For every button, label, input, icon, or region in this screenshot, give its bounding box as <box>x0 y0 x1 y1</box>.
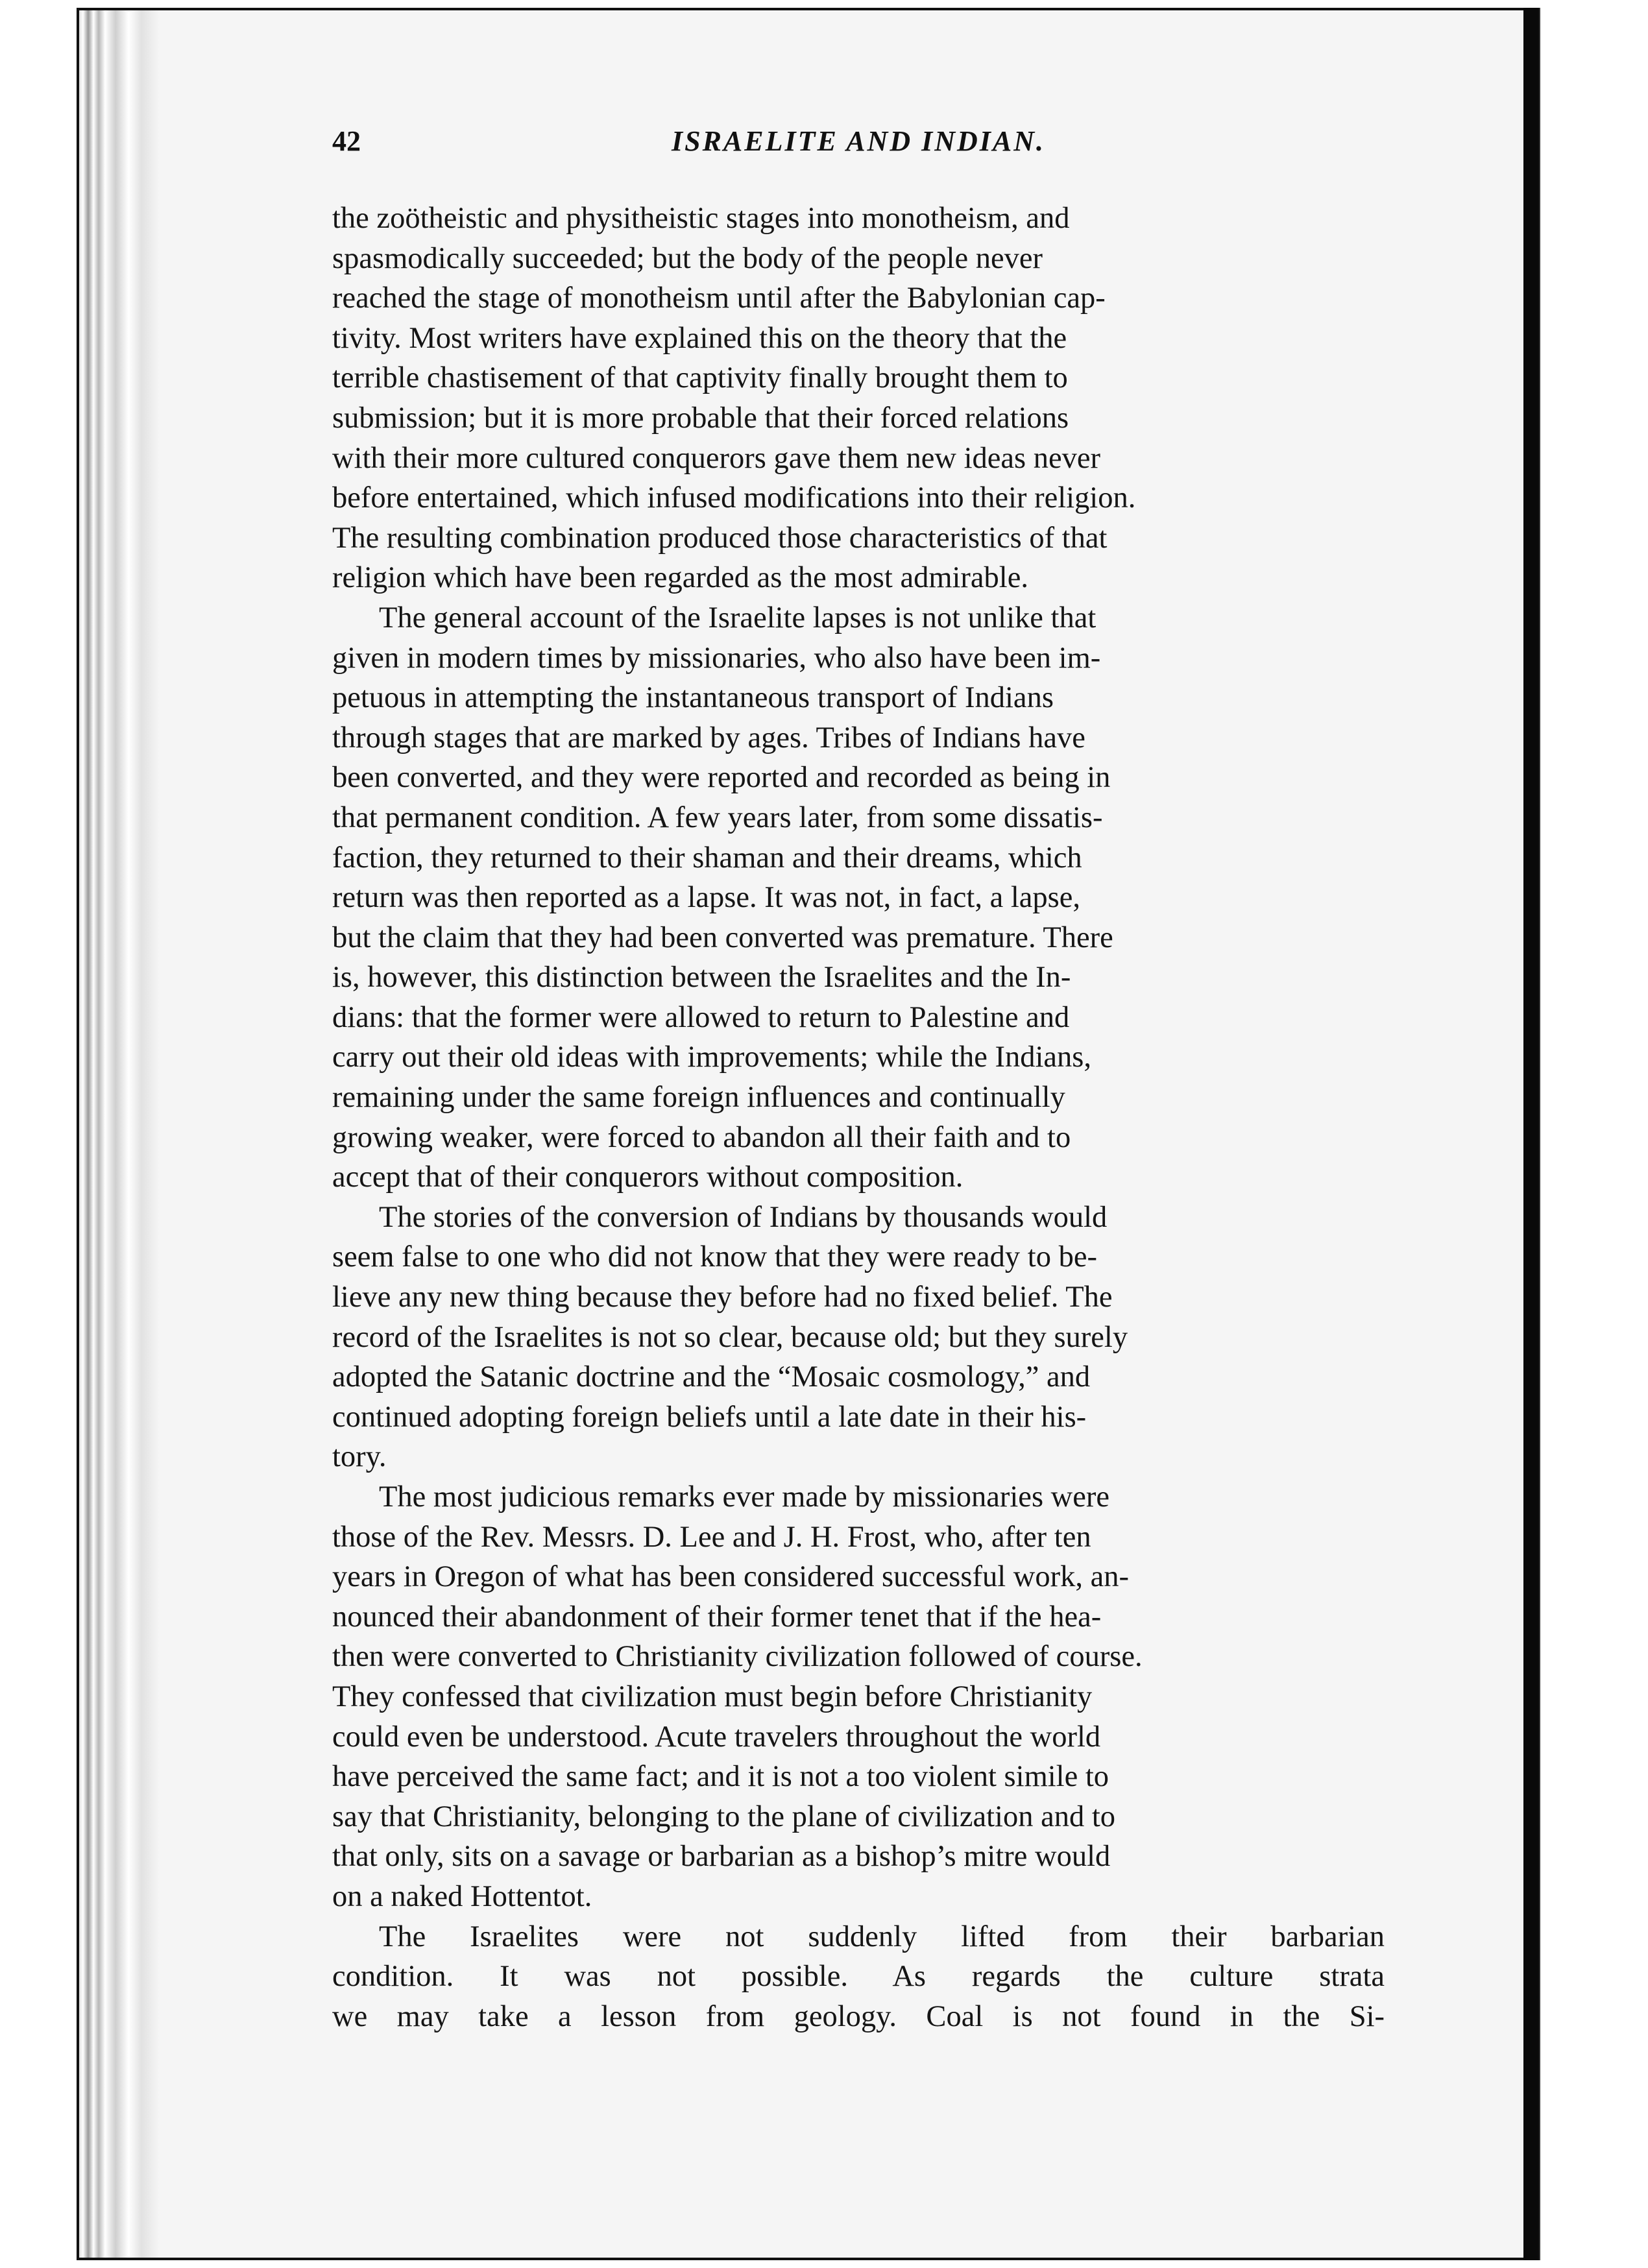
paragraph-1: the zoötheistic and physitheistic stages into monotheism, and spasmodically succeeded; but the body of the people never reached the stage of monotheism until after the Babylonian cap- tivity. Most writers have explained this on the theory that the terrible chastisement of that captivity finally brought them to submission; but it is more probable that their forced relations with their more cultured conquerors gave them new ideas never before entertained, which infused modifications into their religion. The resulting combination produced those characteristics of that religion which have been regarded as the most admirable. <box>332 202 1136 595</box>
body-text <box>332 199 1385 2036</box>
running-title: ISRAELITE AND INDIAN. <box>671 125 1046 157</box>
paragraph-4: The most judicious remarks ever made by missionaries were those of the Rev. Messrs. D. Lee and J. H. Frost, who, after ten years in Oregon of what has been considered successful work, an- nounced their abandonment of their former tenet that if the hea- then were converted to Christianity civilization followed of course. They confessed that civilization must begin before Christianity could even be understood. Acute travelers throughout the world have perceived the same fact; and it is not a too violent simile to say that Christianity, belonging to the plane of civilization and to that only, sits on a savage or barbarian as a bishop’s mitre would on a naked Hottentot. <box>332 1480 1143 1913</box>
page-number: 42 <box>332 125 361 157</box>
running-head <box>332 125 1385 176</box>
paragraph-3: The stories of the conversion of Indians by thousands would seem false to one who did not know that they were ready to be- lieve any new thing because they before had no fixed belief. The record of the Israelites is not so clear, because old; but they surely adopted the Satanic doctrine and the “Mosaic cosmology,” and continued adopting foreign beliefs until a late date in their his- tory. <box>332 1200 1128 1474</box>
book-spine <box>1523 8 1539 2260</box>
paragraph-2: The general account of the Israelite lapses is not unlike that given in modern times by missionaries, who also have been im- petuous in attempting the instantaneous transport of Indians through stages that are marked by ages. Tribes of Indians have been converted, and they were reported and recorded as being in that permanent condition. A few years later, from some dissatis- faction, they returned to their shaman and their dreams, which return was then reported as a lapse. It was not, in fact, a lapse, but the claim that they had been converted was premature. There is, however, this distinction between the Israelites and the In- dians: that the former were allowed to return to Palestine and carry out their old ideas with improvements; while the Indians, remaining under the same foreign influences and continually growing weaker, were forced to abandon all their faith and to accept that of their conquerors without composition. <box>332 601 1113 1194</box>
facing-page-edge <box>1539 8 1648 2260</box>
paragraph-5: The Israelites were not suddenly lifted from their barbarian condition. It was not possible. As regards the culture strata we may take a lesson from geology. Coal is not found in the Si- <box>332 1920 1385 2033</box>
